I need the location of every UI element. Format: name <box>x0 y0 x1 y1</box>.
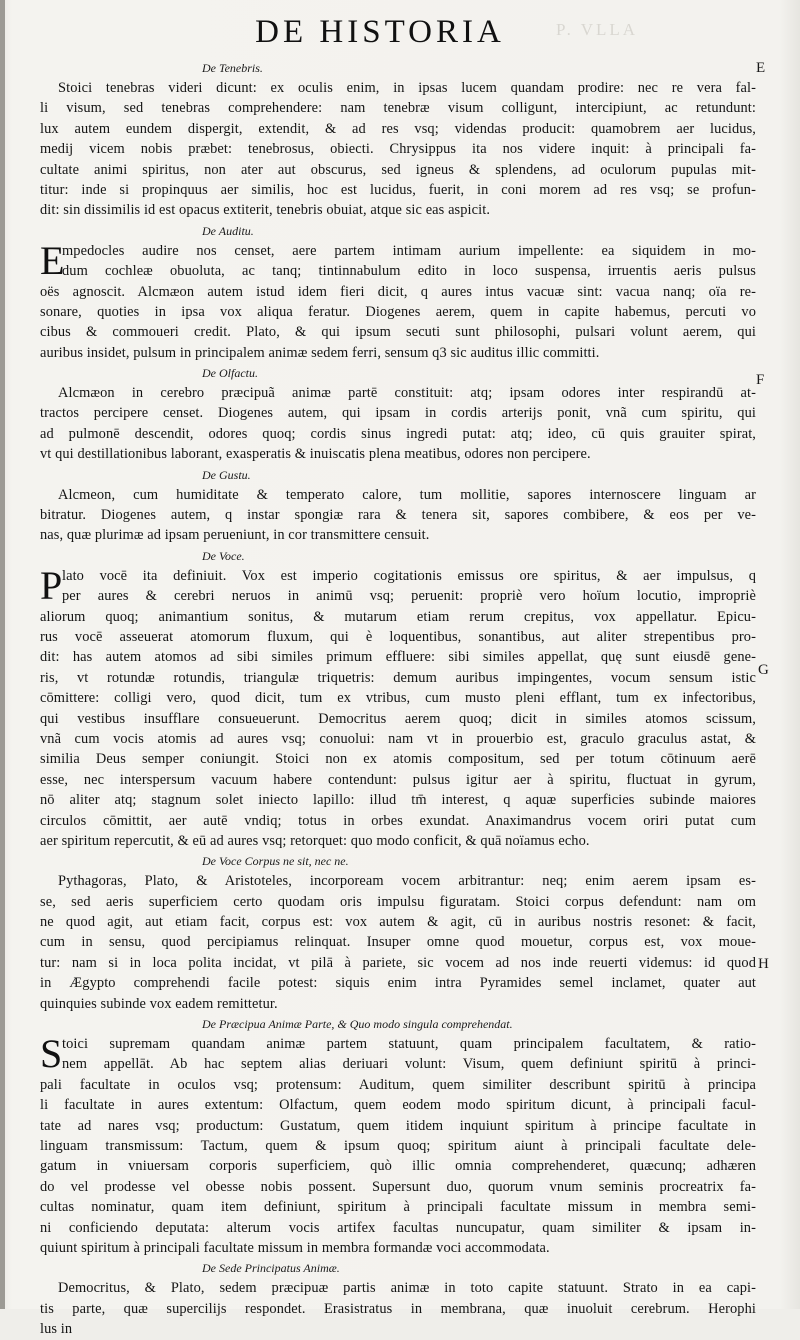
paragraph <box>40 485 756 546</box>
text-line: vt qui destillationibus laborant, exasperatis & inuiscatis plena meatibus, odores non percipere. <box>40 446 591 463</box>
text-line: bitratur. Diogenes autem, q instar spongiæ rara & tenera sit, sapores combibere, & eos per ve- <box>40 507 756 524</box>
text-line: quinquies subinde vox eadem remittetur. <box>40 995 278 1012</box>
text-line: li visum, sed tenebras comprehendere: nam tenebræ visum colligunt, intercipiunt, ac retundunt: <box>40 100 756 117</box>
text-line: Stoici tenebras videri dicunt: ex oculis enim, in ipsas lucem quandam prodire: nec re vera fal- <box>58 80 756 96</box>
text-line: ad pulmonē descendit, odores quoq; cordis sinus ingredi putat: atq; ideo, cū quis grauiter spirat, <box>40 425 756 442</box>
paragraph <box>40 562 756 851</box>
paragraph <box>40 383 756 465</box>
text-line: cultas nominatur, quam item definiunt, spiritum à principali facultate missum in membra semi- <box>40 1199 756 1216</box>
text-line: nō aliter atq; stagnum solet iniecto lapillo: illud tm̄ interest, q aquæ superficies subinde maiores <box>40 792 756 809</box>
section-heading: De Voce. <box>202 548 245 563</box>
page-gutter-shadow <box>0 0 5 1309</box>
text-line: titur: inde si propinquus aer similis, hoc est lucidus, fuerit, in coni morem ad res vsq; se profun- <box>40 181 756 198</box>
text-line: pali facultate in oculos vsq; protensum: Auditum, quem similiter describunt spiritū à principa <box>40 1076 756 1093</box>
section-heading: De Gustu. <box>202 467 251 482</box>
text-line: linguam transmissum: Tactum, quem & ipsum quoq; spiritum aiunt à principali facultate dele- <box>40 1137 756 1154</box>
text-line: nem appellāt. Ab hac septem alias deriuari volunt: Visum, quem definiunt spiritū à princi- <box>62 1056 756 1073</box>
text-line: Democritus, & Plato, sedem præcipuæ partis animæ in toto capite statuunt. Strato in ea capi- <box>58 1280 756 1297</box>
text-line: lus in <box>40 1321 73 1338</box>
text-line: li facultate in aures extentum: Olfactum, quem eodem modo spiritum dicunt, à principali facul- <box>40 1097 756 1114</box>
running-header: DE HISTORIA <box>255 14 505 50</box>
text-line: gatum in vniuersam corporis superficiem, quò illic omnia comprehenderet, quæcunq; adhæren <box>40 1158 756 1175</box>
margin-mark-h: H <box>758 956 769 972</box>
margin-mark-g: G <box>758 662 769 678</box>
text-line: esse, nec interspersum vacuum habere contendunt: pulsus igitur aer à spiritu, fluctuat in gyrum, <box>40 771 756 788</box>
text-line: tate ad nares vsq; productum: Gustatum, quem itidem inquiunt spiritum à principe facultate in <box>40 1117 756 1134</box>
text-line: cultate animi spiritus, non ater aut obscurus, sed igneus & splendens, ad oculorum pupulas mit- <box>40 161 756 178</box>
section-heading: De Sede Principatus Animæ. <box>202 1261 340 1276</box>
text-line: sonare, quoties in ipsa vox aliqua feratur. Diogenes aerem, quem in capite habemus, percuti vo <box>40 303 756 320</box>
bleed-through-text: P. VLLA <box>556 20 639 39</box>
margin-mark-f: F <box>756 372 765 388</box>
text-line: cum in sensu, quod percipiamus relinquat. Insuper omne quod mouetur, corpus est, vox moue- <box>40 934 756 951</box>
paragraph <box>40 78 756 221</box>
text-line: medij vicem nobis præbet: tenebrosus, obiecti. Chrysippus ita nos videre inquit: à principali fa- <box>40 141 756 158</box>
text-line: similia Deus semper coniungit. Stoici non ex atomis compositum, sed per totum cōtinuum aerē <box>40 751 756 768</box>
text-line: tur: nam si in loca polita incidat, vt pilā à pariete, sic vocem ad nos inde reuerti videmus: id quod <box>40 954 756 971</box>
text-line: dum cochleæ obuoluta, ac tanq; tintinnabulum edito in loco suspensa, irruentis aeris pulsus <box>62 263 756 280</box>
text-line: lux autem eundem dispergit, extendit, & ad res vsq; videndas producit: quamobrem aer lucidus, <box>40 120 756 137</box>
section-heading: De Olfactu. <box>202 366 258 381</box>
margin-mark-e: E <box>756 60 766 76</box>
text-line: per aures & cerebri neruos in animū vsq; peruenit: propriè vero hoïum locutio, impropriè <box>62 588 756 605</box>
text-line: toici supremam quandam animæ partem statuunt, quam principalem facultatem, & ratio- <box>62 1036 756 1053</box>
text-line: vnã cum vocis atomis ad aures vsq; conuolui: nam vt in prouerbio est, graculo graculus astat, & <box>40 730 756 747</box>
text-line: ne quod agit, aut etiam facit, corpus est: vox autem & agit, cū in auribus nostris resonet: & facit, <box>40 914 756 931</box>
text-line: Pythagoras, Plato, & Aristoteles, incorpoream vocem arbitrantur: neq; enim aerem ipsam es- <box>58 873 756 890</box>
text-line: qui vestibus insufflare consueuerunt. Democritus aerem quoq; dicit in similes atomos scissum, <box>40 710 756 727</box>
text-line: ni conficiendo deputata: alterum vocis artifex facultas nuncupatur, quam similiter & ipsam in- <box>40 1219 756 1236</box>
text-line: do vel prodesse vel obesse nobis possent. Supersunt duo, quorum vnum seminis procreatrix fa- <box>40 1178 756 1195</box>
section-heading: De Præcipua Animæ Parte, & Quo modo singula comprehendat. <box>202 1017 513 1032</box>
text-line: tis parte, quæ supercilijs respondet. Erasistratus in membrana, quæ inuoluit cerebrum. Herophi <box>40 1300 756 1317</box>
text-line: cōmittere: colligi vero, quod dicit, tum ex vtribus, cum musto pleni efflant, tum ex infectoribus, <box>40 690 756 707</box>
text-line: Alcmæon in cerebro præcipuã animæ partē constituit: atq; ipsam odores inter respirandū at- <box>58 385 756 402</box>
text-line: ris, vt rotundæ rotundis, triangulæ triquetris: demum auribus impingentes, vocum sensum istic <box>40 669 756 686</box>
text-line: in Ægypto comprehendi facile potest: siquis enim intra Pyramides semel inclamet, quater aut <box>40 975 756 992</box>
text-line: dit: has autem atomos ad sibi similes primum effluere: sibi similes appellat, quę sunt eiusdē gene- <box>40 649 756 666</box>
text-line: lato vocē ita definiuit. Vox est imperio cogitationis emissus ore spiritus, & aer impulsus, q <box>62 567 756 584</box>
text-line: mpedocles audire nos censet, aere partem intimam aurium impellente: ea siquidem in mo- <box>62 242 756 259</box>
paragraph <box>40 871 756 1014</box>
text-line: nas, quæ plurimæ ad ipsam perueniunt, in cor transmittere censuit. <box>40 527 430 544</box>
text-column <box>40 58 756 1339</box>
text-line: aer spiritum repercutit, & eū ad aures vsq; retorquet: quo modo conficit, & quā noïamus echo. <box>40 832 590 849</box>
text-line: se, sed aeris superficiem certo quodam oris impulsu figuratam. Stoici corpus defendunt: nam om <box>40 893 756 910</box>
section-heading: De Tenebris. <box>202 61 263 75</box>
text-line: tractos percipere censet. Diogenes autem, qui ipsam in cordis arterijs ponit, vnã cum spiritu, qui <box>40 405 756 422</box>
drop-cap: E <box>40 237 65 283</box>
text-line: cibus & commoueri credit. Plato, & qui ipsum secuti sunt philosophi, pulsari volunt aerem, qui <box>40 324 756 341</box>
section-heading: De Voce Corpus ne sit, nec ne. <box>202 854 349 869</box>
paragraph <box>40 1031 756 1258</box>
paragraph <box>40 237 756 363</box>
drop-cap: P <box>40 562 63 608</box>
text-line: oës agnoscit. Alcmæon autem istud idem fieri dicit, q aures intus vacuæ sint: vacua nanq; oïa re- <box>40 283 756 300</box>
section-heading: De Auditu. <box>202 223 254 238</box>
text-line: Alcmeon, cum humiditate & temperato calore, tum mollitie, sapores internoscere linguam ar <box>58 486 756 503</box>
text-line: circulos cōmittit, aer autē vndiq; totus in orbes exundat. Anaximandrus vocem oriri putat cum <box>40 812 756 829</box>
text-line: rus vocē asseuerat atomorum fluxum, qui è loquentibus, sonantibus, aut aliter strepentibus pro- <box>40 628 756 645</box>
drop-cap: S <box>40 1031 63 1077</box>
text-line: auribus insidet, pulsum in principalem animæ sedem ferri, sensum q3 sic auditus illic committi. <box>40 344 600 361</box>
text-line: aliorum quoq; animantium sonitus, & mutarum etiam rerum crepitus, vox appellatur. Epicu- <box>40 608 756 625</box>
text-line: quiunt spiritum à principali facultate missum in membra formandæ voci accommodata. <box>40 1239 550 1256</box>
text-line: dit: sin dissimilis id est opacus extiterit, tenebris obuiat, atque sic eas aspicit. <box>40 202 491 219</box>
